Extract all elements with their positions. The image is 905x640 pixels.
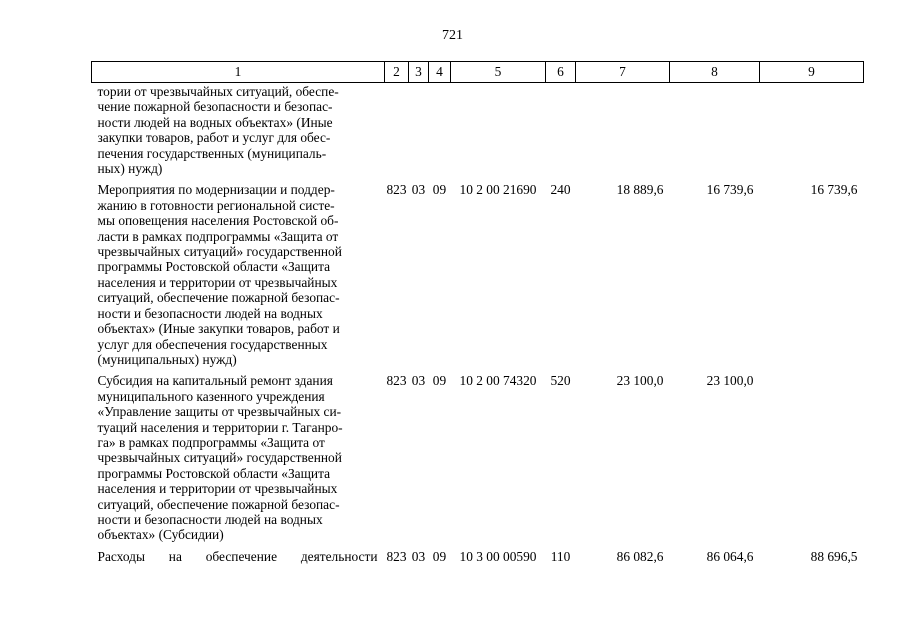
cell-amount-2: 16 739,6 (706, 182, 754, 198)
cell-section (409, 83, 429, 177)
header-cell: 3 (409, 62, 429, 83)
header-cell: 9 (760, 62, 864, 83)
cell-amount-1: 18 889,6 (616, 182, 664, 198)
header-cell: 4 (429, 62, 451, 83)
cell-amount-3: 16 739,6 (810, 182, 858, 198)
table-row (92, 176, 864, 367)
cell-subsection (429, 83, 451, 177)
table-header-row (92, 62, 864, 83)
header-cell: 2 (385, 62, 409, 83)
cell-amount-2: 23 100,0 (706, 373, 754, 389)
cell-target-article: 10 2 00 21690 (459, 182, 537, 198)
header-cell: 7 (576, 62, 670, 83)
cell-ministry: 823 (386, 373, 407, 389)
row-description: Расходы на обеспечение деятельности (97, 548, 378, 564)
header-cell: 1 (92, 62, 385, 83)
cell-subsection: 09 (432, 182, 447, 198)
cell-ministry: 823 (386, 182, 407, 198)
row-description: Субсидия на капитальный ремонт здания муниципального казенного учреждения «Управление защиты от чрезвычайных си- туаций населения и территории г. Таганро- га» в рамках подпрограммы «Защита от чрезвычайных ситуаций» государственной программы Ростовской области «Защита населения и территории от чрезвычайных ситуаций, обеспечение пожарной безопас- ности и безопасности людей на водных объектах» (Субсидии) (97, 373, 343, 543)
cell-expense-type: 110 (550, 548, 571, 564)
cell-amount-3 (760, 367, 864, 542)
cell-amount-2 (670, 83, 760, 177)
header-cell: 5 (451, 62, 546, 83)
cell-section: 03 (411, 182, 426, 198)
cell-expense-type: 240 (550, 182, 571, 198)
row-description: Мероприятия по модернизации и поддер- жанию в готовности региональной систе- мы оповещения населения Ростовской об- ласти в рамках подпрограммы «Защита от чрезвычайных ситуаций» государственной программы Ростовской области «Защита населения и территории от чрезвычайных ситуаций, обеспечение пожарной безопас- ности и безопасности людей на водных объектах» (Иные закупки товаров, работ и услуг для обеспечения государственных (муниципальных) нужд) (97, 182, 342, 367)
header-cell: 6 (546, 62, 576, 83)
header-cell: 8 (670, 62, 760, 83)
cell-ministry (385, 83, 409, 177)
cell-section: 03 (411, 373, 426, 389)
cell-target-article: 10 3 00 00590 (459, 548, 537, 564)
cell-ministry: 823 (386, 548, 407, 564)
cell-amount-2: 86 064,6 (706, 548, 754, 564)
budget-table (91, 61, 864, 564)
cell-expense-type: 520 (550, 373, 571, 389)
page-number: 721 (442, 28, 463, 43)
table-row (92, 83, 864, 177)
cell-expense-type (546, 83, 576, 177)
table-row (92, 367, 864, 542)
cell-amount-1: 86 082,6 (616, 548, 664, 564)
cell-subsection: 09 (432, 373, 447, 389)
cell-subsection: 09 (432, 548, 447, 564)
row-description: тории от чрезвычайных ситуаций, обеспе- чение пожарной безопасности и безопас- ности людей на водных объектах» (Иные закупки товаров, работ и услуг для обес- печения государственных (муниципаль- ных) нужд) (97, 84, 339, 177)
cell-section: 03 (411, 548, 426, 564)
cell-amount-3 (760, 83, 864, 177)
cell-target-article (451, 83, 546, 177)
cell-amount-1 (576, 83, 670, 177)
cell-amount-1: 23 100,0 (616, 373, 664, 389)
table-row (92, 543, 864, 564)
cell-target-article: 10 2 00 74320 (459, 373, 537, 389)
cell-amount-3: 88 696,5 (810, 548, 858, 564)
